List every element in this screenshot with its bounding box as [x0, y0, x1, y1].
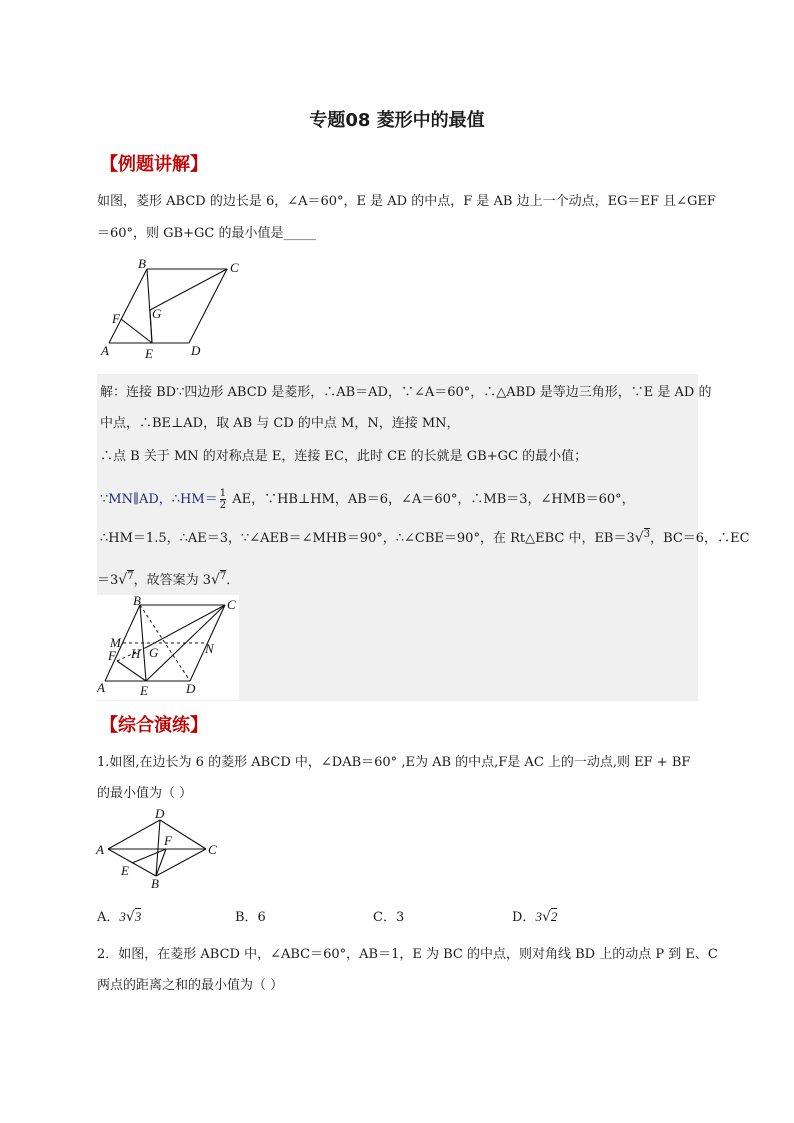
solution-figure [97, 595, 239, 700]
label-h: H [131, 646, 141, 661]
fraction-one-half [220, 488, 226, 511]
label-f: F [164, 833, 172, 848]
label-b: B [138, 256, 146, 271]
option-a-radicand: 3 [134, 909, 142, 924]
q1-line1: 1.如图,在边长为 6 的菱形 ABCD 中，∠DAB＝60° ,E为 AB 的中点,F是 AC 上的一动点,则 EF + BF [97, 755, 691, 770]
solution-line5-part1: ∴HM＝1.5，∴AE＝3，∵∠AEB＝∠MHB＝90°，∴∠CBE＝90°，在 Rt△EBC 中，EB＝3 [100, 531, 635, 546]
label-c: C [230, 260, 239, 275]
label-e: E [145, 346, 153, 361]
fraction-denominator: 2 [219, 500, 227, 511]
q1-option-d[interactable] [512, 906, 557, 925]
label-m: M [110, 635, 121, 650]
edge-cd [189, 269, 227, 343]
label-f: F [108, 648, 116, 663]
solution-line5 [100, 527, 750, 546]
example-question-line2: ＝60°，则 GB+GC 的最小值是_____ [97, 226, 316, 241]
label-d: D [186, 681, 196, 696]
segment-cg [150, 269, 227, 310]
label-a: A [96, 842, 104, 857]
practice-section-heading: 【综合演练】 [100, 715, 208, 736]
option-d-radicand: 2 [550, 909, 558, 924]
label-d: D [155, 806, 165, 821]
edge-ad [108, 820, 160, 849]
q1-figure [94, 804, 224, 894]
sqrt-sign: √ [125, 909, 135, 925]
solution-line6-part2: ，故答案为 3 [133, 573, 211, 588]
solution-line2: 中点，∴BE⊥AD，取 AB 与 CD 的中点 M，N，连接 MN， [100, 416, 460, 431]
radicand-3: 3 [643, 529, 651, 540]
label-g: G [149, 645, 159, 660]
solution-line6-part3: ． [226, 573, 240, 588]
sqrt-sign: √ [210, 572, 220, 588]
segment-ef [132, 849, 166, 863]
sqrt-sign: √ [634, 530, 644, 546]
solution-line6-part1: ＝3 [97, 573, 119, 588]
page-title: 专题08 菱形中的最值 [309, 110, 485, 131]
radicand-7-answer: 7 [219, 571, 227, 582]
q1-line2: 的最小值为（ ） [97, 786, 193, 801]
label-a: A [97, 680, 105, 695]
solution-line1: 解：连接 BD∵四边形 ABCD 是菱形，∴AB＝AD，∵∠A＝60°，∴△ABD 是等边三角形，∵E 是 AD 的 [100, 385, 712, 400]
sqrt-sign: √ [118, 572, 128, 588]
segment-fe [121, 319, 152, 343]
option-a-label: A． [97, 910, 120, 925]
edge-cb [156, 849, 206, 876]
sqrt-sign: √ [541, 909, 551, 925]
solution-line3: ∴点 B 关于 MN 的对称点是 E，连接 EC，此时 CE 的长就是 GB+GC 的最小值； [100, 449, 588, 464]
label-a: A [101, 343, 109, 358]
option-d-label: D． [512, 910, 536, 925]
example-question-line1: 如图，菱形 ABCD 的边长是 6，∠A＝60°，E 是 AD 的中点，F 是 AB 边上一个动点，EG＝EF 且∠GEF [97, 194, 716, 209]
radicand-7: 7 [127, 571, 134, 582]
fraction-numerator: 1 [219, 488, 227, 499]
q1-option-c[interactable]: C．3 [373, 910, 405, 925]
label-c: C [208, 842, 217, 857]
label-b: B [151, 876, 159, 891]
q2-line1: 2．如图，在菱形 ABCD 中，∠ABC＝60°，AB＝1，E 为 BC 的中点，则对角线 BD 上的动点 P 到 E、C [97, 947, 718, 962]
solution-line4-part2: AE，∵HB⊥HM，AB＝6，∠A＝60°，∴MB＝3，∠HMB＝60°， [228, 492, 635, 507]
solution-line4-part1: ∵MN∥AD，∴HM＝ [100, 492, 218, 507]
option-d-coef: 3 [535, 909, 542, 924]
label-c: C [227, 597, 236, 612]
edge-ab [109, 269, 147, 343]
label-g: G [152, 306, 162, 321]
solution-line4 [100, 488, 635, 511]
solution-line6 [97, 569, 239, 588]
q1-option-a[interactable] [97, 906, 141, 925]
q2-line2: 两点的距离之和的最小值为（ ） [97, 978, 284, 993]
label-n: N [205, 641, 214, 656]
label-e: E [140, 683, 148, 698]
example-figure [97, 255, 257, 365]
example-section-heading: 【例题讲解】 [100, 154, 208, 175]
label-f: F [112, 311, 120, 326]
label-d: D [191, 343, 201, 358]
label-b: B [133, 595, 141, 608]
solution-line5-part2: ，BC＝6，∴EC [650, 531, 750, 546]
label-e: E [121, 863, 129, 878]
option-a-coef: 3 [119, 909, 126, 924]
q1-option-b[interactable]: B．6 [235, 910, 266, 925]
